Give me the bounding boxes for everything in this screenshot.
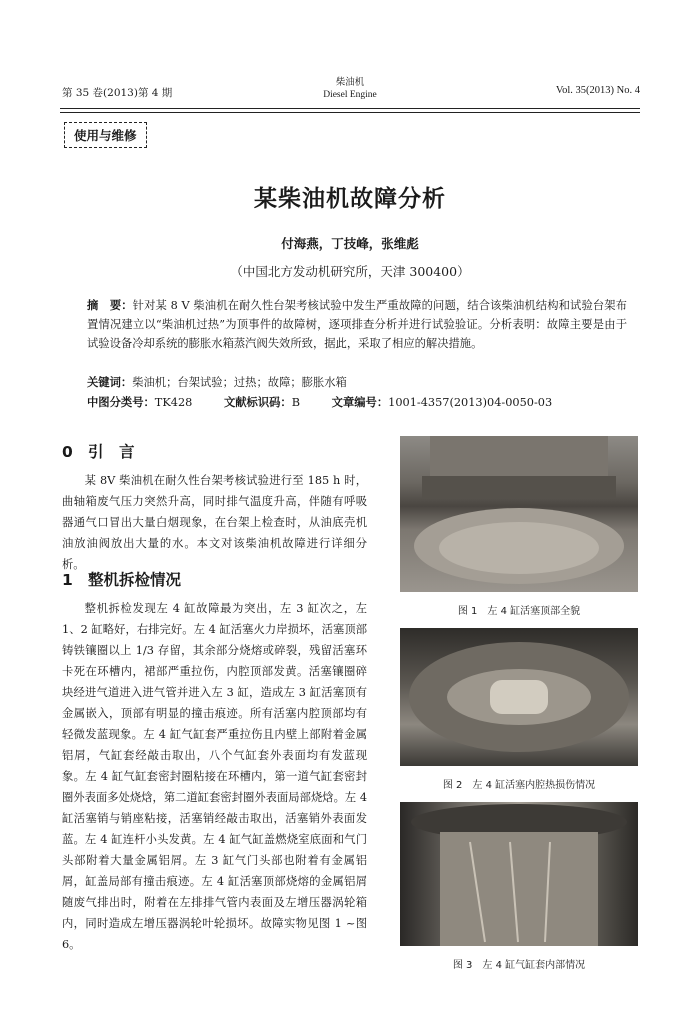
figure-3-photo <box>400 802 638 946</box>
figure-2-caption: 图 2 左 4 缸活塞内腔热损伤情况 <box>442 780 596 791</box>
abstract <box>87 296 627 353</box>
section-number: 1 <box>62 571 73 589</box>
header-journal-en: Diesel Engine <box>323 90 377 100</box>
disassembly-paragraph: 整机拆检发现左 4 缸故障最为突出，左 3 缸次之，左 1、2 缸略好，右排完好。左 4 缸活塞火力岸损坏，活塞顶部铸铁镶圈以上 1/3 存留，其余部分烧熔或碎裂，残留活塞环卡死在环槽内，裙部严重拉伤，内腔顶部发黄。活塞镶圈碎块经进气道进入进气管并进入左 3 缸，造成左 3 缸活塞顶有金属嵌入，顶部有明显的撞击痕迹。所有活塞内腔顶部均有轻微发蓝现象。左 4 缸气缸套严重拉伤且内壁上部附着金属铝屑，气缸套经敲击取出，八个气缸套外表面均有发蓝现象。左 4 缸气缸套密封圈粘接在环槽内，第一道气缸套密封圈外表面多处烧焓，第二道缸套密封圈外表面局部烧焓。左 4 缸活塞销与销座粘接，活塞销经敲击取出，活塞销外表面发蓝。左 4 缸连杆小头发黄。左 4 缸气缸盖燃烧室底面和气门头部附着大量金属铝屑。左 3 缸气门头部也附着有金属铝屑，缸盖局部有撞击痕迹。左 4 缸活塞顶部烧熔的金属铝屑随废气排出时，附着在左排排气管内表面及左增压器涡轮箱内，同时造成左增压器涡轮叶轮损坏。故障实物见图 1 ~图 6。 <box>62 602 367 951</box>
column-tag: 使用与维修 <box>64 122 147 148</box>
keywords-text: 柴油机；台架试验；过热；故障；膨胀水箱 <box>132 376 347 389</box>
classification-line <box>87 394 647 410</box>
affiliation: （中国北方发动机研究所，天津 300400） <box>230 264 470 279</box>
header-rule-thick <box>60 108 640 109</box>
section-heading-intro <box>62 440 135 462</box>
keywords <box>87 374 627 390</box>
intro-paragraph: 某 8V 柴油机在耐久性台架考核试验进行至 185 h 时，曲轴箱废气压力突然升高，同时排气温度升高，伴随有呼吸器通气口冒出大量白烟现象，在台架上检查时，从油底壳机油放油阀放出大量的水。本文对该柴油机故障进行详细分析。 <box>62 474 367 571</box>
figure-1-photo <box>400 436 638 592</box>
figure-3-caption: 图 3 左 4 缸气缸套内部情况 <box>452 960 586 971</box>
article-title: 某柴油机故障分析 <box>254 186 446 212</box>
section-number: 0 <box>62 443 73 461</box>
clc-label: 中图分类号： <box>87 396 155 409</box>
header-volume: Vol. 35(2013) No. 4 <box>555 85 640 96</box>
header-journal-cn: 柴油机 <box>335 77 365 88</box>
section-title: 引 言 <box>88 443 135 461</box>
abstract-text: 针对某 8 V 柴油机在耐久性台架考核试验中发生严重故障的问题，结合该柴油机结构和试验台架布置情况建立以“柴油机过热”为顶事件的故障树，逐项排查分析并进行试验验证。分析表明：故障主要是由于试验设备冷却系统的膨胀水箱蒸汽阀失效所致，据此，采取了相应的解决措施。 <box>87 299 627 350</box>
piston-cavity-illustration <box>400 628 638 766</box>
figure-1-caption: 图 1 左 4 缸活塞顶部全貌 <box>457 606 581 617</box>
abstract-label: 摘 要： <box>87 299 133 312</box>
authors: 付海燕，丁技峰，张维彪 <box>281 236 419 251</box>
doc-code-label: 文献标识码： <box>223 396 292 409</box>
keywords-label: 关键词： <box>87 376 133 389</box>
article-number-label: 文章编号： <box>331 396 389 409</box>
doc-code-value: B <box>291 396 301 409</box>
piston-top-illustration <box>400 436 638 592</box>
clc-value: TK428 <box>154 396 193 409</box>
cylinder-liner-illustration <box>400 802 638 946</box>
section-heading-disassembly <box>62 568 181 590</box>
section-title: 整机拆检情况 <box>88 571 182 589</box>
header-issue: 第 35 卷(2013)第 4 期 <box>62 87 173 99</box>
header-rule-thin <box>60 112 640 113</box>
article-number-value: 1001-4357(2013)04-0050-03 <box>388 396 553 409</box>
figure-2-photo <box>400 628 638 766</box>
